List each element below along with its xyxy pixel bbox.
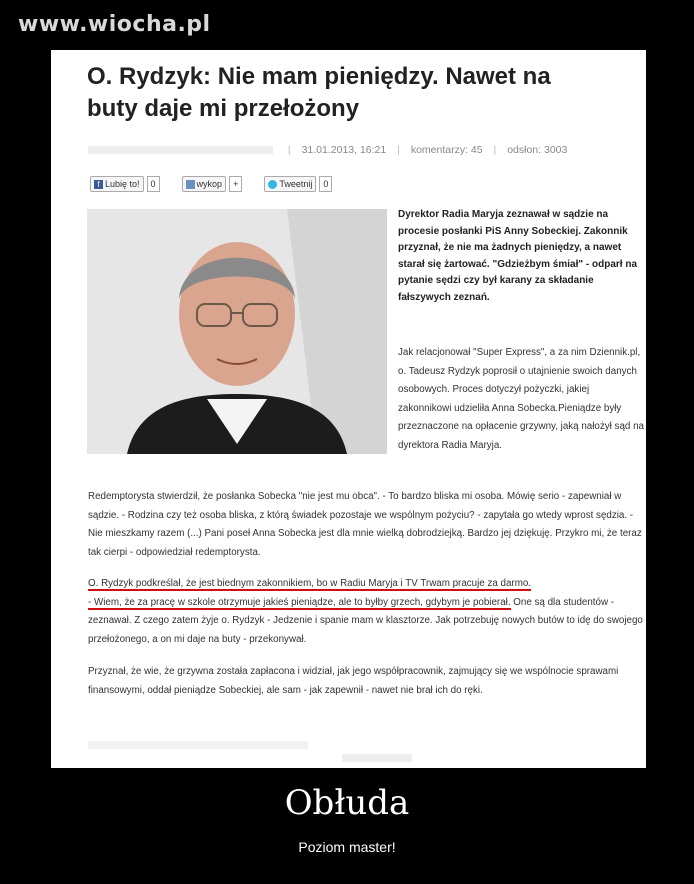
article-lead: Dyrektor Radia Maryja zeznawał w sądzie na procesie posłanki PiS Anny Sobeckiej. Zakonnik przyznał, że nie ma żadnych pieniędzy, a nawet starał się żartować. "Gdzieżbym śmiał" - odparł na pytanie sędzi czy był karany za składanie fałszywych zeznań. xyxy=(398,209,638,303)
site-watermark: www.wiocha.pl xyxy=(18,12,211,37)
faded-text-line xyxy=(88,741,308,749)
twitter-count: 0 xyxy=(319,176,332,192)
wykop-count: + xyxy=(229,176,242,192)
views-count: odsłon: 3003 xyxy=(507,144,568,156)
article-side-text: Jak relacjonował "Super Express", a za nim Dziennik.pl, o. Tadeusz Rydzyk poprosił o utajnienie swoich danych osobowych. Proces dotyczył pożyczki, jakiej zakonnikowi udzieliła Anna Sobecka.Pieniądze były przeznaczone na opłacenie grzywny, jaką nałożył sąd na dyrektora Radia Maryja. xyxy=(398,347,644,451)
priest-portrait-illustration xyxy=(87,209,387,454)
highlighted-sentence-2: - Wiem, że za pracę w szkole otrzymuje jakieś pieniądze, ale to byłby grzech, gdybym je pobierał. xyxy=(88,596,511,608)
twitter-tweet[interactable]: Tweetnij 0 xyxy=(264,175,332,193)
headline-line-2: buty daje mi przełożony xyxy=(87,95,360,122)
facebook-icon: f xyxy=(94,180,103,189)
wykop-button[interactable]: wykop + xyxy=(182,175,243,193)
article-date: 31.01.2013, 16:21 xyxy=(301,144,387,156)
author-placeholder xyxy=(88,146,273,154)
headline-line-1: O. Rydzyk: Nie mam pieniędzy. Nawet na xyxy=(87,63,551,90)
facebook-count: 0 xyxy=(147,176,160,192)
facebook-like[interactable]: f Lubię to! 0 xyxy=(90,175,160,193)
comments-count[interactable]: komentarzy: 45 xyxy=(410,144,483,156)
faded-text-line xyxy=(342,754,412,762)
paragraph-2-rest: One są dla studentów - zeznawał. Z czego zatem żyje o. Rydzyk - Jedzenie i spanie mam w klasztorze. Jak potrzebuję nowych butów to idę do swojego przełożonego, a on mi daje na buty - przekonywał. xyxy=(88,596,643,645)
poster-subcaption: Poziom master! xyxy=(298,839,396,855)
article-headline xyxy=(87,61,627,125)
portrait-photo xyxy=(87,209,387,454)
poster-caption: Obłuda xyxy=(284,783,410,823)
highlighted-sentence-1: O. Rydzyk podkreślał, że jest biednym zakonnikiem, bo w Radiu Maryja i TV Trwam pracuje za darmo. xyxy=(88,578,532,589)
article-paragraph-1: Redemptorysta stwierdził, że posłanka Sobecka "nie jest mu obca". - To bardzo bliska mi osoba. Mówię serio - zapewniał w sądzie. - Rodzina czy też osoba bliska, z którą świadek pozostaje we wspólnym pożyciu? - zapytała go wtedy wprost sędzia. - Nie mieszkamy razem (...) Pani poseł Anna Sobecka jest dla mnie wielką dobrodziejką. Bardzo jej dziękuję. Przykro mi, że teraz tak cierpi - odpowiedział redemptorysta. xyxy=(88,491,642,558)
article-paragraph-3: Przyznał, że wie, że grzywna została zapłacona i widział, jak jego współpracownik, zajmujący się we wspólnocie sprawami finansowymi, oddał pieniądze Sobeckiej, ale sam - jak zapewnił - nawet nie brał ich do ręki. xyxy=(88,666,619,696)
article-screenshot xyxy=(51,50,646,768)
article-meta: | 31.01.2013, 16:21 | komentarzy: 45 | odsłon: 3003 xyxy=(88,144,628,156)
twitter-icon xyxy=(268,180,277,189)
wykop-icon xyxy=(186,180,195,189)
social-bar xyxy=(90,175,332,193)
article-paragraph-2 xyxy=(88,575,644,649)
